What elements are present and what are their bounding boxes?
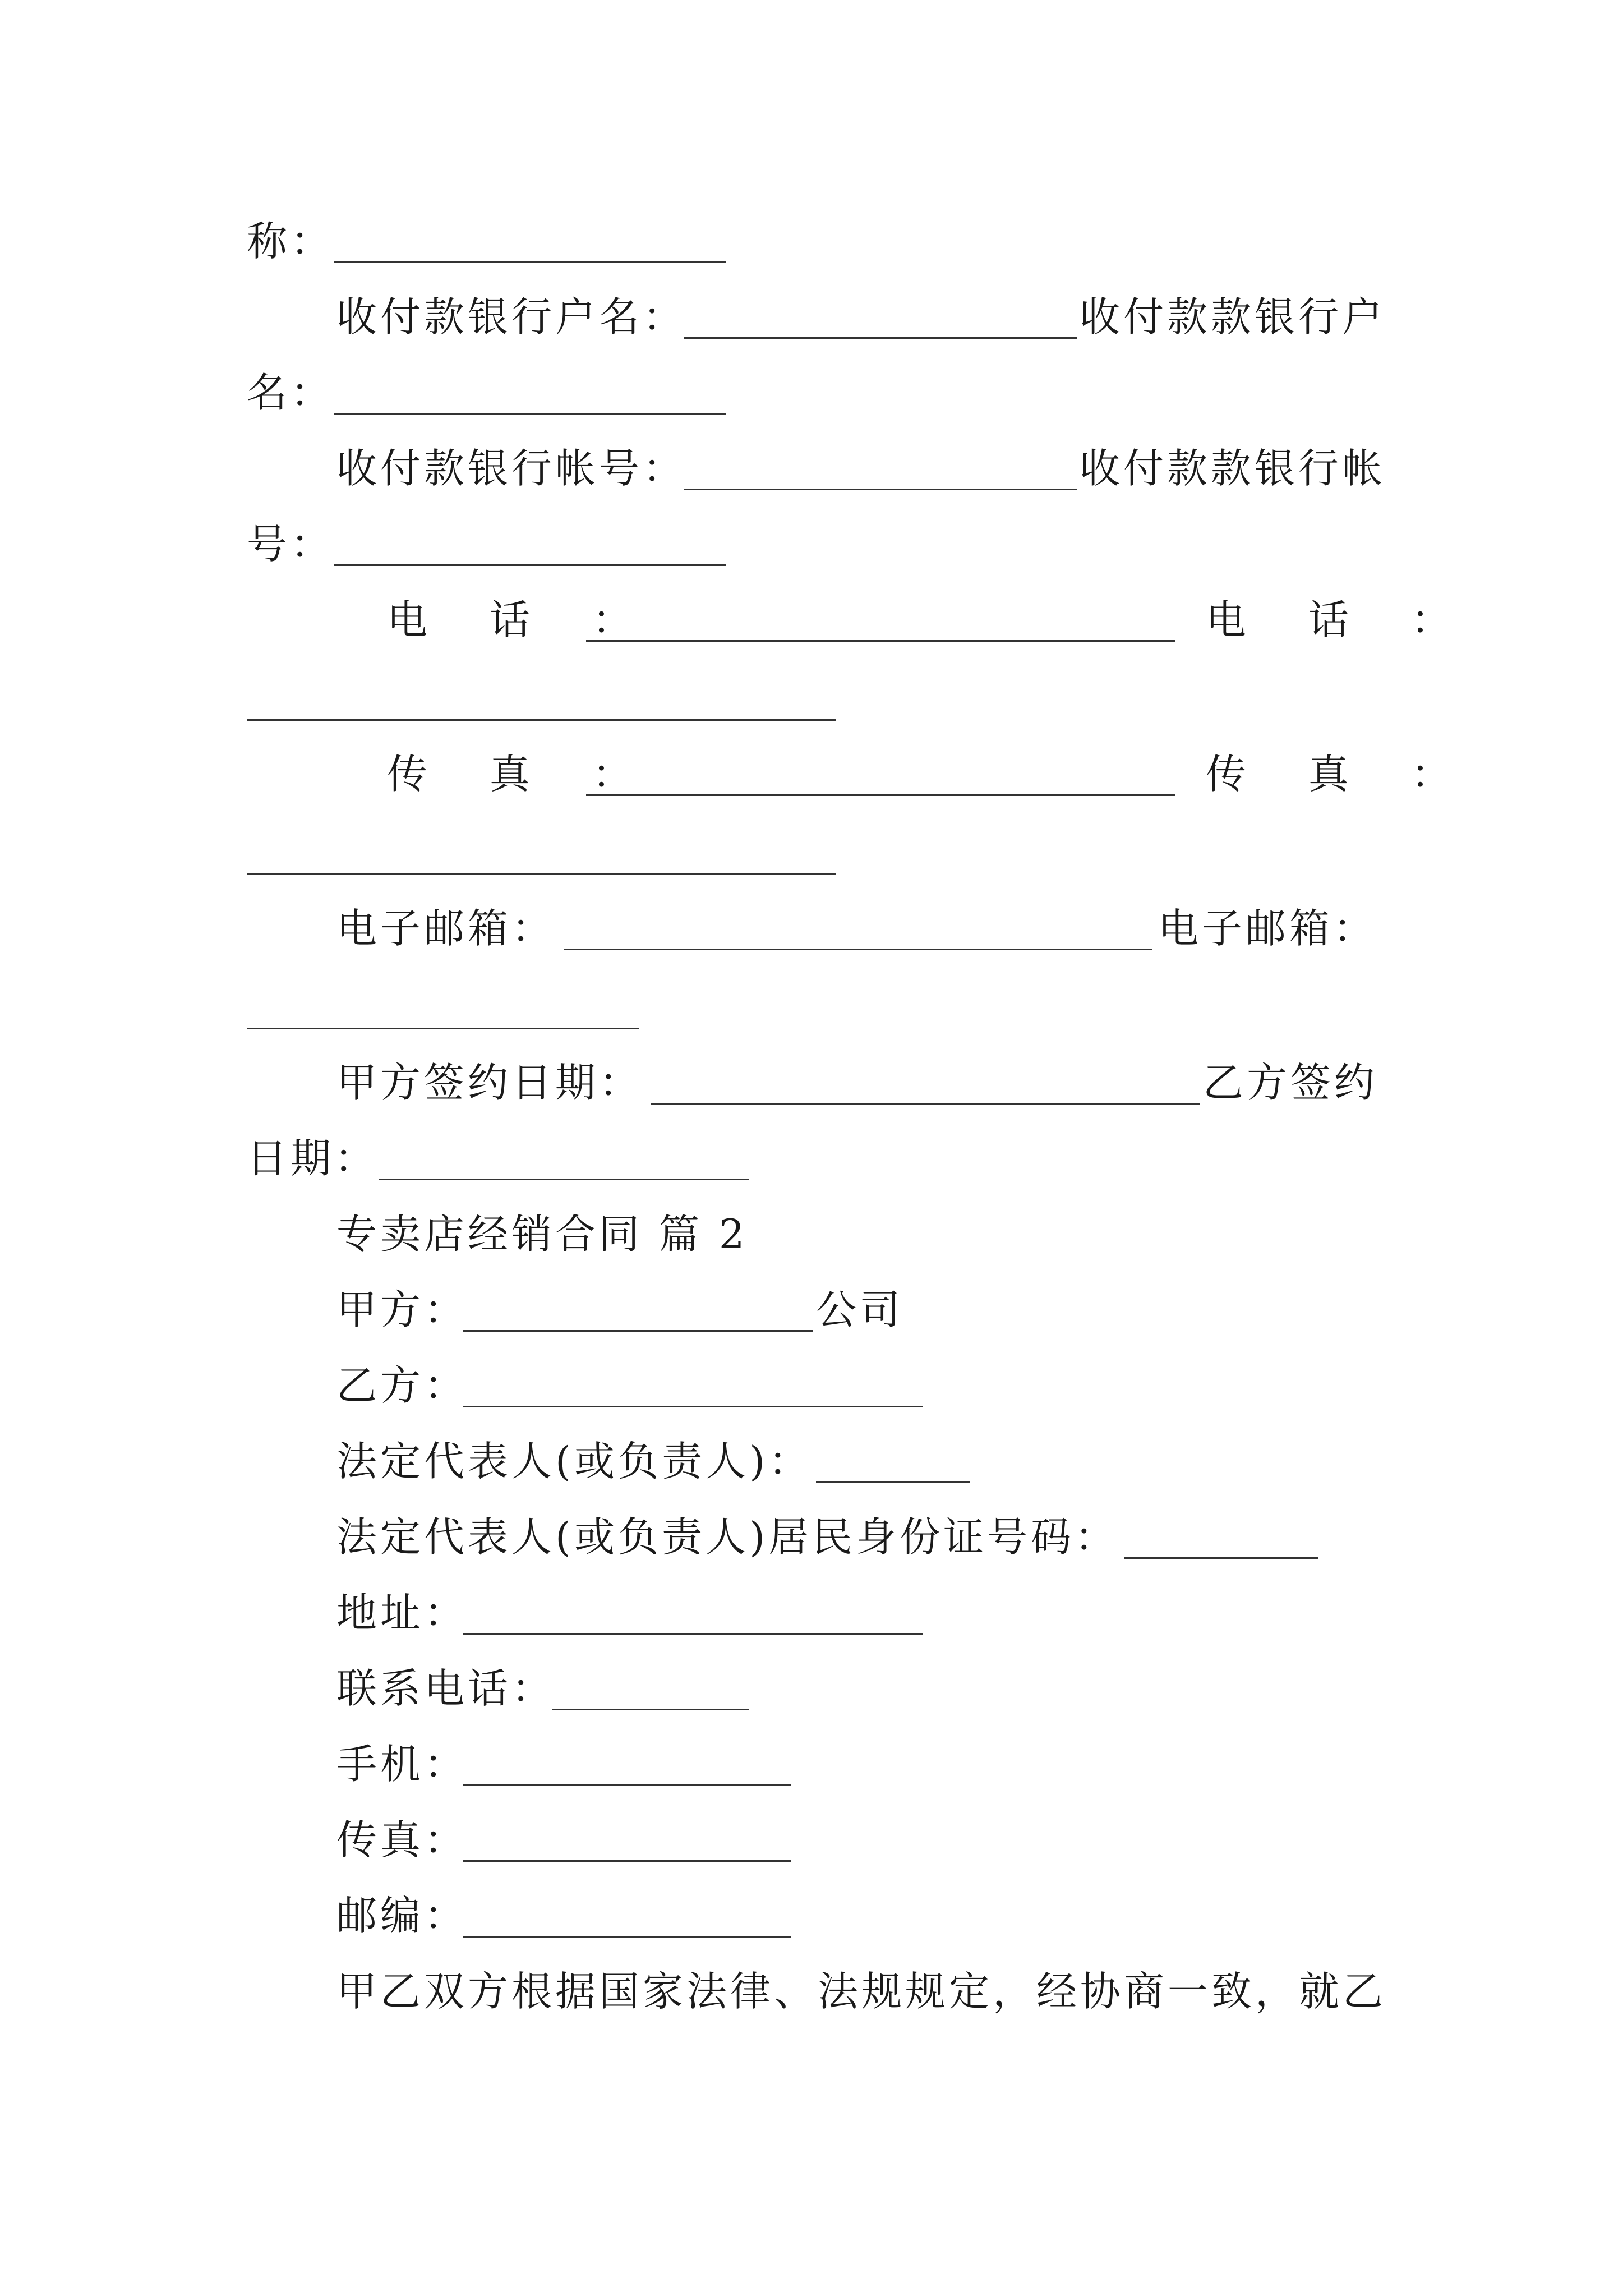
body-paragraph: 甲乙双方根据国家法律、法规规定，经协商一致，就乙 <box>336 1968 1387 2015</box>
address-label: 地址： <box>336 1589 468 1636</box>
fax-blank-a[interactable] <box>586 794 1175 796</box>
mobile-label: 手机： <box>336 1741 468 1788</box>
fax-blank-b[interactable] <box>247 873 836 875</box>
legal-rep-id-label: 法定代表人(或负责人)居民身份证号码： <box>336 1513 1119 1561</box>
party-b-blank[interactable] <box>463 1406 923 1407</box>
sign-date-label-b: 乙方签约 <box>1203 1059 1378 1106</box>
bank-name-label-a: 收付款银行户名： <box>336 293 687 341</box>
bank-name-label-b: 收付款款银行户 <box>1080 293 1386 341</box>
account-label-a: 收付款银行帐号： <box>336 445 687 492</box>
bank-name-blank-b[interactable] <box>334 413 726 415</box>
phone-label-b: 电 话 ： <box>1206 596 1476 643</box>
name-blank[interactable] <box>334 261 726 263</box>
email-blank-b[interactable] <box>247 1028 639 1029</box>
account-label-cont: 号： <box>247 521 335 568</box>
contact-phone-blank[interactable] <box>552 1709 749 1710</box>
fax-blank[interactable] <box>463 1860 791 1862</box>
bank-name-label-cont: 名： <box>247 369 335 416</box>
postcode-label: 邮编： <box>336 1892 468 1939</box>
sign-date-label-a: 甲方签约日期： <box>336 1059 643 1106</box>
fax-label: 传真： <box>336 1816 468 1864</box>
account-label-b: 收付款款银行帐 <box>1080 445 1386 492</box>
fax-label-b: 传 真 ： <box>1206 751 1476 798</box>
party-b-label: 乙方： <box>336 1362 468 1409</box>
party-a-suffix: 公司 <box>816 1286 904 1333</box>
phone-blank-a[interactable] <box>586 640 1175 642</box>
sign-date-blank-b[interactable] <box>379 1179 749 1180</box>
account-blank-a[interactable] <box>684 489 1077 490</box>
phone-blank-b[interactable] <box>247 719 836 721</box>
postcode-blank[interactable] <box>463 1936 791 1938</box>
legal-rep-blank[interactable] <box>816 1481 970 1483</box>
mobile-blank[interactable] <box>463 1784 791 1786</box>
legal-rep-id-blank[interactable] <box>1124 1557 1318 1559</box>
contact-phone-label: 联系电话： <box>336 1665 556 1712</box>
bank-name-blank-a[interactable] <box>684 337 1077 339</box>
party-a-label: 甲方： <box>336 1286 468 1333</box>
name-label-cont: 称： <box>247 218 335 265</box>
phone-label-a: 电 话 ： <box>387 596 657 643</box>
account-blank-b[interactable] <box>334 564 726 566</box>
fax-label-a: 传 真 ： <box>387 751 657 798</box>
email-label-b: 电子邮箱： <box>1158 905 1377 952</box>
email-blank-a[interactable] <box>564 949 1152 950</box>
sign-date-label-cont: 日期： <box>247 1135 379 1182</box>
sign-date-blank-a[interactable] <box>651 1103 1200 1105</box>
contract-heading: 专卖店经销合同 篇 2 <box>336 1211 748 1258</box>
party-a-blank[interactable] <box>463 1330 813 1332</box>
address-blank[interactable] <box>463 1633 923 1635</box>
email-label-a: 电子邮箱： <box>336 905 556 952</box>
legal-rep-label: 法定代表人(或负责人)： <box>336 1438 813 1485</box>
